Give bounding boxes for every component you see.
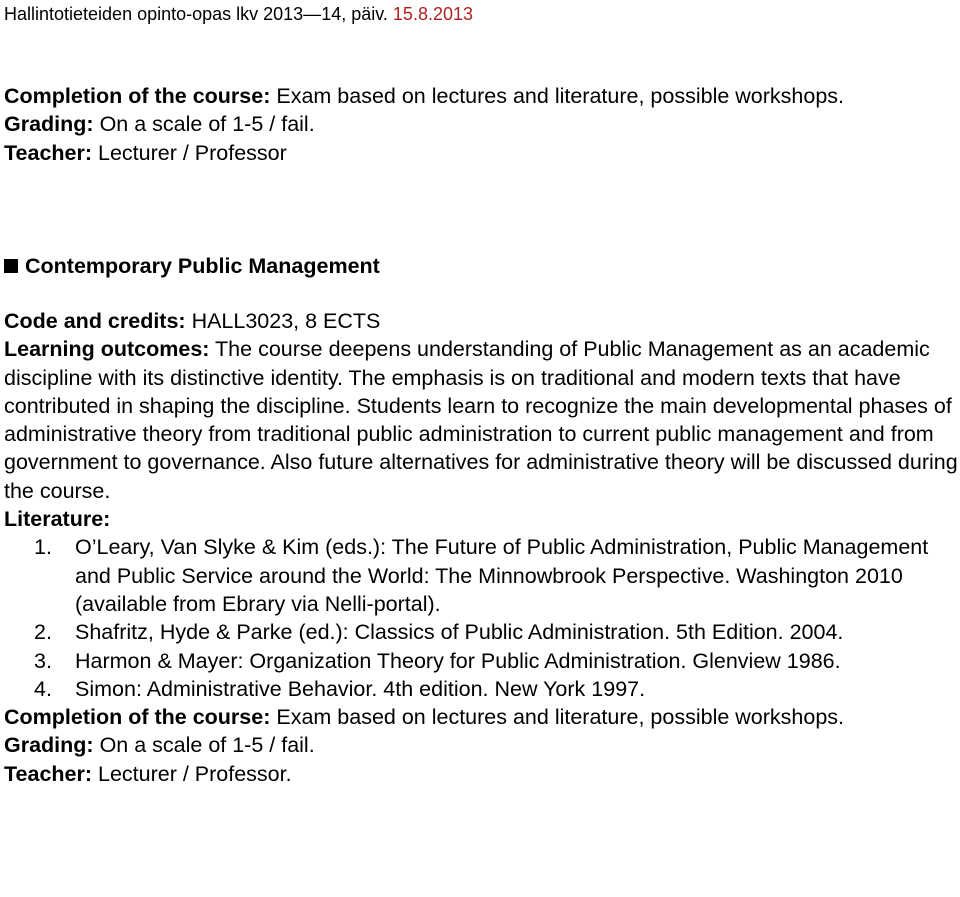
completion-label: Completion of the course: xyxy=(4,705,271,730)
completion-paragraph xyxy=(4,703,959,731)
completion-text: Exam based on lectures and literature, possible workshops. xyxy=(270,84,845,108)
literature-item xyxy=(34,533,959,618)
course-section xyxy=(4,307,959,788)
grading-label: Grading: xyxy=(4,733,94,758)
teacher-text: Lecturer / Professor. xyxy=(92,761,292,786)
code-label: Code and credits: xyxy=(4,309,186,333)
literature-text: Shafritz, Hyde & Parke (ed.): Classics of Public Administration. 5th Edition. 2004. xyxy=(75,620,844,645)
literature-number: 2. xyxy=(34,620,52,645)
outcomes-label: Learning outcomes: xyxy=(4,337,210,362)
course-title-block xyxy=(4,252,959,280)
teacher-label: Teacher: xyxy=(4,761,93,786)
previous-course-section xyxy=(4,82,959,167)
grading-text: On a scale of 1-5 / fail. xyxy=(93,112,315,137)
literature-item xyxy=(34,647,959,675)
grading-paragraph xyxy=(4,110,959,138)
grading-paragraph xyxy=(4,731,959,759)
completion-paragraph xyxy=(4,82,959,110)
running-header xyxy=(4,3,473,25)
outcomes-text: The course deepens understanding of Public Management as an academic discipline with its distinctive identity. The emphasis is on traditional and modern texts that have contributed in shaping the discipline. Students learn to recognize the main developmental phases of administrative theory from traditional public administration to current public management and from government to governance. Also future alternatives for administrative theory will be discussed during the course. xyxy=(4,337,958,503)
literature-text: O’Leary, Van Slyke & Kim (eds.): The Future of Public Administration, Public Management and Public Service around the World: The Minnowbrook Perspective. Washington 2010 (available from Ebrary via Nelli-portal). xyxy=(75,535,929,616)
completion-text: Exam based on lectures and literature, possible workshops. xyxy=(270,705,845,730)
square-bullet-icon xyxy=(4,259,18,273)
teacher-paragraph xyxy=(4,139,959,167)
grading-label: Grading: xyxy=(4,112,94,137)
literature-label: Literature: xyxy=(4,507,111,532)
course-title xyxy=(4,252,959,280)
code-paragraph xyxy=(4,307,959,335)
course-title-text: Contemporary Public Management xyxy=(25,254,380,278)
teacher-paragraph xyxy=(4,760,959,788)
literature-item xyxy=(34,675,959,703)
grading-text: On a scale of 1-5 / fail. xyxy=(93,733,315,758)
literature-number: 4. xyxy=(34,676,52,701)
teacher-label: Teacher: xyxy=(4,140,93,165)
literature-text: Simon: Administrative Behavior. 4th edition. New York 1997. xyxy=(75,676,646,701)
completion-label: Completion of the course: xyxy=(4,84,271,108)
code-text: HALL3023, 8 ECTS xyxy=(185,309,381,333)
header-text: Hallintotieteiden opinto-opas lkv 2013—14, päiv. xyxy=(4,4,393,24)
literature-item xyxy=(34,618,959,646)
header-date: 15.8.2013 xyxy=(392,4,473,24)
literature-text: Harmon & Mayer: Organization Theory for Public Administration. Glenview 1986. xyxy=(75,648,841,673)
literature-number: 1. xyxy=(34,535,52,560)
teacher-text: Lecturer / Professor xyxy=(92,140,287,165)
outcomes-paragraph xyxy=(4,335,959,505)
literature-list xyxy=(4,533,959,703)
literature-number: 3. xyxy=(34,648,52,673)
